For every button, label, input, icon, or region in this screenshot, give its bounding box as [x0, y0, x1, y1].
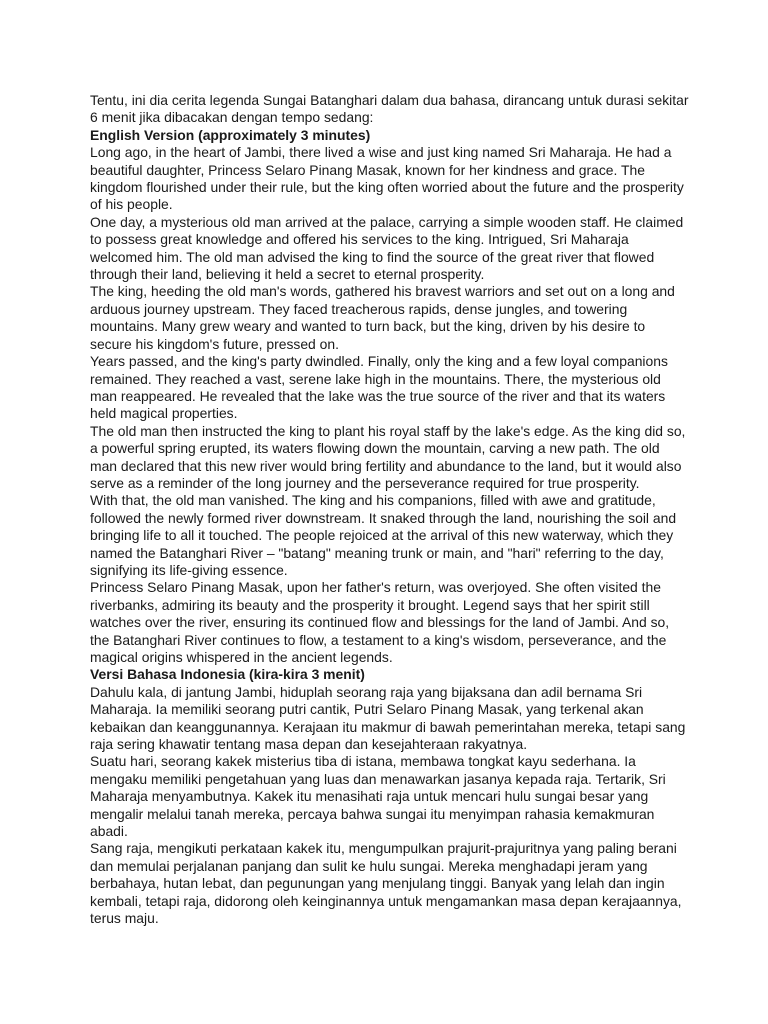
english-paragraph: Years passed, and the king's party dwindled. Finally, only the king and a few loyal companions remained. They reached a vast, serene lake high in the mountains. There, the mysterious old man reappeared. He revealed that the lake was the true source of the river and that its waters held magical properties. — [90, 353, 668, 422]
document-page — [90, 92, 690, 928]
english-paragraph: The old man then instructed the king to plant his royal staff by the lake's edge. As the king did so, a powerful spring erupted, its waters flowing down the mountain, carving a new path. The old man declared that this new river would bring fertility and abundance to the land, but it would also serve as a reminder of the long journey and the perseverance required for true prosperity. — [90, 422, 686, 491]
english-paragraph: With that, the old man vanished. The king and his companions, filled with awe and gratitude, followed the newly formed river downstream. It snaked through the land, nourishing the soil and bringing life to all it touched. The people rejoiced at the arrival of this new waterway, which they named the Batanghari River – "batang" meaning trunk or main, and "hari" referring to the day, signifying its life-giving essence. — [90, 492, 677, 578]
indonesian-paragraph: Suatu hari, seorang kakek misterius tiba di istana, membawa tongkat kayu sederhana. Ia mengaku memiliki pengetahuan yang luas dan menawarkan jasanya kepada raja. Tertarik, Sri Maharaja menyambutnya. Kakek itu menasihati raja untuk mencari hulu sungai besar yang mengalir melalui tanah mereka, percaya bahwa sungai itu menyimpan rahasia kemakmuran abadi. — [90, 753, 666, 840]
intro-text: Tentu, ini dia cerita legenda Sungai Batanghari dalam dua bahasa, dirancang untuk durasi sekitar 6 menit jika dibacakan dengan tempo sedang: — [90, 92, 689, 126]
english-paragraph: Princess Selaro Pinang Masak, upon her father's return, was overjoyed. She often visited the riverbanks, admiring its beauty and the prosperity it brought. Legend says that her spirit still watches over the river, ensuring its continued flow and blessings for the land of Jambi. And so, the Batanghari River continues to flow, a testament to a king's wisdom, perseverance, and the magical origins whispered in the ancient legends. — [90, 579, 670, 665]
indonesian-paragraph: Sang raja, mengikuti perkataan kakek itu, mengumpulkan prajurit-prajuritnya yang paling berani dan memulai perjalanan panjang dan sulit ke hulu sungai. Mereka menghadapi jeram yang berbahaya, hutan lebat, dan pegunungan yang menjulang tinggi. Banyak yang lelah dan ingin kembali, tetapi raja, didorong oleh keinginannya untuk mengamankan masa depan kerajaannya, terus maju. — [90, 840, 682, 927]
indonesian-heading: Versi Bahasa Indonesia (kira-kira 3 menit) — [90, 666, 365, 683]
english-paragraph: The king, heeding the old man's words, gathered his bravest warriors and set out on a long and arduous journey upstream. They faced treacherous rapids, dense jungles, and towering mountains. Many grew weary and wanted to turn back, but the king, driven by his desire to secure his kingdom's future, pressed on. — [90, 283, 675, 352]
indonesian-paragraph: Dahulu kala, di jantung Jambi, hiduplah seorang raja yang bijaksana dan adil bernama Sri Maharaja. Ia memiliki seorang putri cantik, Putri Selaro Pinang Masak, yang terkenal akan kebaikan dan keanggunannya. Kerajaan itu makmur di bawah pemerintahan mereka, tetapi sang raja sering khawatir tentang masa depan dan kesejahteraan rakyatnya. — [90, 683, 686, 753]
english-heading: English Version (approximately 3 minutes) — [90, 126, 371, 143]
english-paragraph: One day, a mysterious old man arrived at the palace, carrying a simple wooden staff. He claimed to possess great knowledge and offered his services to the king. Intrigued, Sri Maharaja welcomed him. The old man advised the king to find the source of the great river that flowed through their land, believing it held a secret to eternal prosperity. — [90, 213, 684, 283]
english-paragraph: Long ago, in the heart of Jambi, there lived a wise and just king named Sri Maharaja. He had a beautiful daughter, Princess Selaro Pinang Masak, known for her kindness and grace. The kingdom flourished under their rule, but the king often worried about the future and the prosperity of his people. — [90, 144, 684, 213]
